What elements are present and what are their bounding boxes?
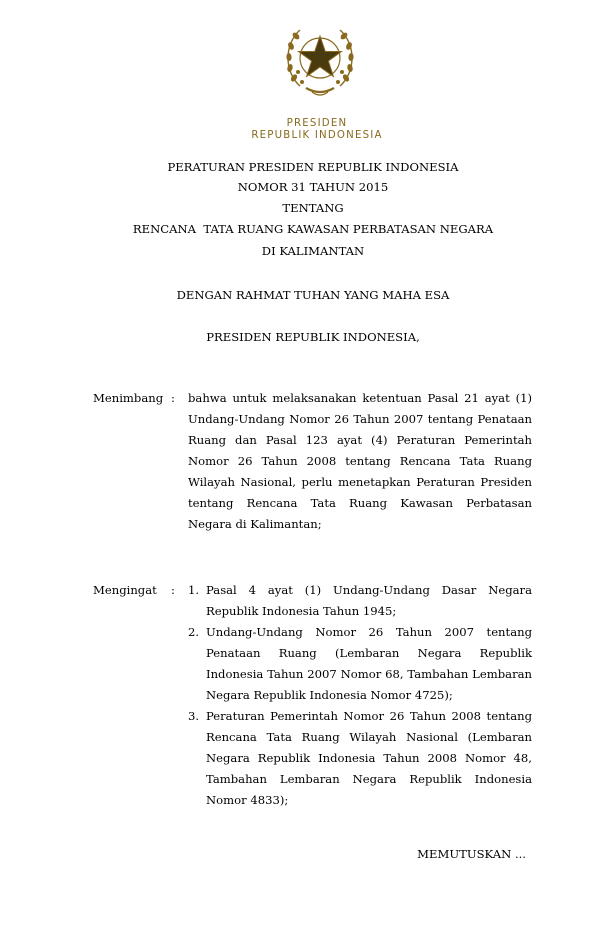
item-text: Peraturan Pemerintah Nomor 26 Tahun 2008 tentang Rencana Tata Ruang Wilayah Nasional (Lembaran Negara Republik Indonesia Tahun 2008 Nomor 48, Tambahan Lembaran Negara Republik Indonesia Nomor 4833);	[206, 709, 532, 807]
president-heading: PRESIDEN REPUBLIK INDONESIA,	[206, 330, 420, 344]
regulation-title: PERATURAN PRESIDEN REPUBLIK INDONESIA	[167, 160, 459, 174]
header-presiden: PRESIDEN	[286, 118, 348, 129]
item-text: Undang-Undang Nomor 26 Tahun 2007 tentang Penataan Ruang (Lembaran Negara Republik Indonesia Tahun 2007 Nomor 68, Tambahan Lembaran Negara Republik Indonesia Nomor 4725);	[206, 625, 532, 702]
item-text: Pasal 4 ayat (1) Undang-Undang Dasar Negara Republik Indonesia Tahun 1945;	[206, 583, 532, 618]
menimbang-colon: :	[171, 391, 175, 405]
item-number: 3.	[188, 709, 200, 723]
menimbang-label: Menimbang	[93, 391, 164, 405]
mengingat-label: Mengingat	[93, 583, 157, 597]
regulation-tentang: TENTANG	[282, 201, 344, 215]
regulation-subject-region: DI KALIMANTAN	[261, 244, 365, 258]
item-number: 2.	[188, 625, 200, 639]
opening-phrase: DENGAN RAHMAT TUHAN YANG MAHA ESA	[176, 288, 450, 302]
regulation-subject: RENCANA TATA RUANG KAWASAN PERBATASAN NEGARA	[132, 222, 494, 236]
continuation-note: MEMUTUSKAN ...	[417, 847, 526, 861]
garuda-emblem-icon	[278, 22, 362, 102]
item-number: 1.	[188, 583, 200, 597]
menimbang-text: bahwa untuk melaksanakan ketentuan Pasal 21 ayat (1) Undang-Undang Nomor 26 Tahun 2007 tentang Penataan Ruang dan Pasal 123 ayat (4) Peraturan Pemerintah Nomor 26 Tahun 2008 tentang Rencana Tata Ruang Wilayah Nasional, perlu menetapkan Peraturan Presiden tentang Rencana Tata Ruang Kawasan Perbatasan Negara di Kalimantan;	[188, 391, 532, 531]
header-republik-indonesia: REPUBLIK INDONESIA	[251, 130, 383, 141]
mengingat-colon: :	[171, 583, 175, 597]
regulation-number: NOMOR 31 TAHUN 2015	[237, 180, 389, 194]
